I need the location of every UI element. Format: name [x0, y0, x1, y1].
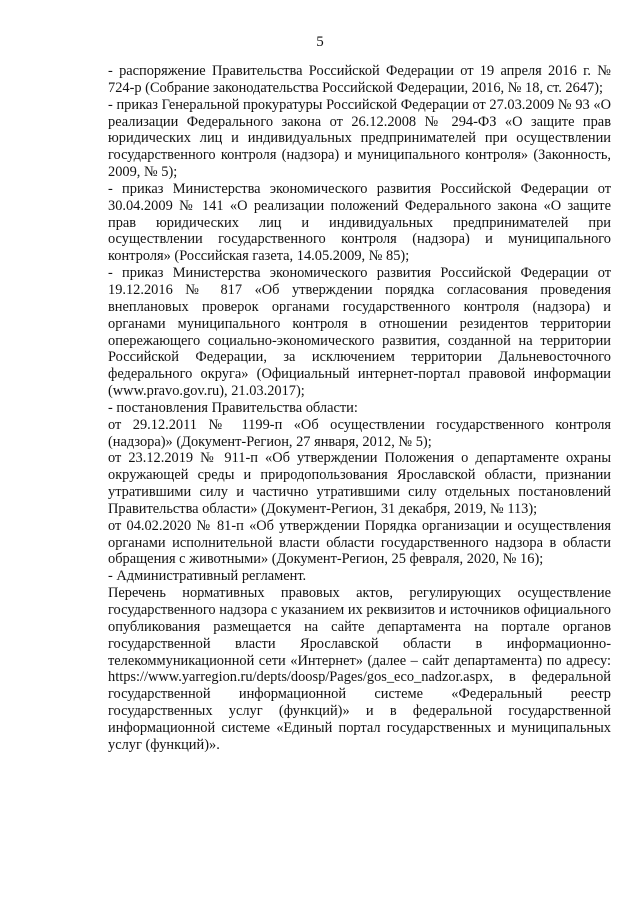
paragraph-order-economy-141: - приказ Министерства экономического развития Российской Федерации от 30.04.2009 № 141 «О реализации положений Федерального закона «О защите прав юридических лиц и индивидуальных предпринимателей при осуществлении государственного контроля (надзора) и муниципального контроля» (Российская газета, 14.05.2009, № 85);: [108, 180, 611, 265]
document-body: [108, 63, 611, 754]
paragraph-order-prosecutor-93: - приказ Генеральной прокуратуры Российской Федерации от 27.03.2009 № 93 «О реализации Федерального закона от 26.12.2008 № 294-ФЗ «О защите прав юридических лиц и индивидуальных предпринимателей при осуществлении государственного контроля (надзора) и муниципального контроля» (Законность, 2009, № 5);: [108, 96, 611, 181]
page-number: 5: [316, 34, 324, 50]
paragraph-regional-resolutions-heading: - постановления Правительства области:: [108, 399, 358, 416]
paragraph-resolution-81: от 04.02.2020 № 81-п «Об утверждении Порядка организации и осуществления органами исполнительной власти области государственного надзора в области обращения с животными» (Документ-Регион, 25 февраля, 2020, № 16);: [108, 517, 611, 568]
paragraph-decree-724: - распоряжение Правительства Российской Федерации от 19 апреля 2016 г. № 724-р (Собрание законодательства Российской Федерации, 2016, № 18, ст. 2647);: [108, 63, 611, 96]
paragraph-order-economy-817: - приказ Министерства экономического развития Российской Федерации от 19.12.2016 № 817 «Об утверждении порядка согласования проведения внеплановых проверок органами государственного контроля (надзора) и органами муниципального контроля в отношении резидентов территории опережающего социально-экономического развития, созданной на территории Российской Федерации, за исключением территории Дальневосточного федерального округа» (Официальный интернет-портал правовой информации (www.pravo.gov.ru), 21.03.2017);: [108, 265, 611, 400]
paragraph-resolution-911: от 23.12.2019 № 911-п «Об утверждении Положения о департаменте охраны окружающей среды и природопользования Ярославской области, признании утратившими силу и частично утратившими силу отдельных постановлений Правительства области» (Документ-Регион, 31 декабря, 2019, № 113);: [108, 450, 611, 517]
paragraph-administrative-regulation: - Административный регламент.: [108, 568, 307, 585]
paragraph-list-of-acts: Перечень нормативных правовых актов, регулирующих осуществление государственного надзора с указанием их реквизитов и источников официального опубликования размещается на сайте департамента на портале органов государственной власти Ярославской области в информационно-телекоммуникационной сети «Интернет» (далее – сайт департамента) по адресу: https://www.yarregion.ru/depts/doosp/Pages/gos_eco_nadzor.aspx, в федеральной государственной информационной системе «Федеральный реестр государственных услуг (функций)» и в федеральной государственной информационной системе «Единый портал государственных и муниципальных услуг (функций)».: [108, 585, 611, 753]
paragraph-resolution-1199: от 29.12.2011 № 1199-п «Об осуществлении государственного контроля (надзора)» (Документ-Регион, 27 января, 2012, № 5);: [108, 416, 611, 450]
